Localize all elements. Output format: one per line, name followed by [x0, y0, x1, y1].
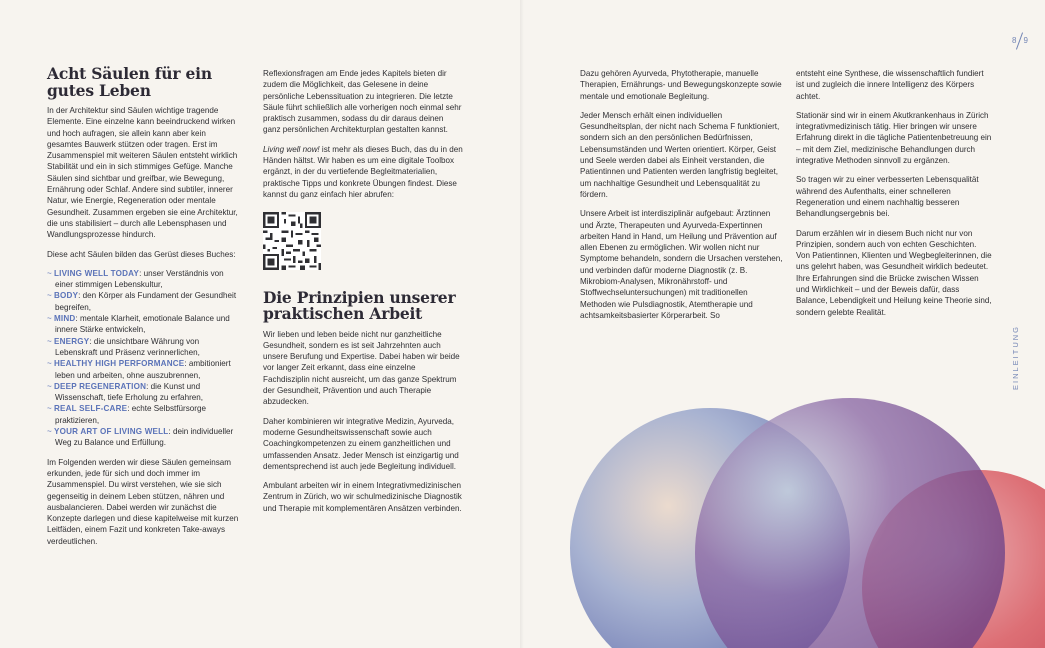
column-2 [263, 68, 463, 522]
page-number-left: 8 [1012, 36, 1017, 46]
paragraph: Dazu gehören Ayurveda, Phytotherapie, manuelle Therapien, Ernährungs- und Bewegungskonzepte sowie mentale und emotionale Begleitung. [580, 69, 782, 101]
pillar-text: : echte Selbstfürsorge praktizieren, [55, 404, 206, 425]
pillar-text: : die Kunst und Wissenschaft, tiefe Erholung zu erfahren, [55, 381, 204, 403]
pillar-text: : dein individueller Weg zu Balance und Erfüllung. [55, 427, 234, 448]
pillar-name: LIVING WELL TODAY [53, 268, 140, 278]
paragraph: Ambulant arbeiten wir in einem Integrativmedizinischen Zentrum in Zürich, wo wir schulmedizinische Diagnostik und Therapie mit komplementären Ansätzen verbinden. [263, 481, 462, 513]
section-title-line-1: Die Prinzipien unserer [263, 287, 456, 307]
pillar-name: BODY [53, 291, 79, 301]
section-title-pillars [47, 66, 243, 99]
pillar-name: ENERGY [53, 336, 90, 346]
paragraph: In der Architektur sind Säulen wichtige tragende Elemente. Eine einzelne kann beeindruckend wirken und hoch aufragen, sie allein kann aber kein gesamtes Bauwerk stützen oder tragen. Erst im Zusammenspiel mit weiteren Säulen entsteht wirklich Stabilität und ein in sich stimmiges Gefüge. Manche Säulen sind sichtbar und greifbar, wie Bewegung, Ernährung oder Schlaf. Andere sind subtiler, innerer Natur, wie Energie, Regeneration oder mentale Gesundheit. Zusammen ergeben sie eine Architektur, die uns stabilisiert – durch alle Lebensphasen und Wandlungsprozesse hindurch. [47, 106, 238, 240]
section-title-line-2: gutes Leben [47, 80, 151, 100]
decorative-circles-artwork [550, 378, 1045, 648]
pillar-name: REAL SELF-CARE [53, 404, 128, 414]
section-side-label: EINLEITUNG [1011, 324, 1020, 390]
list-item: ~ ENERGY: die unsichtbare Währung von Lebenskraft und Präsenz verinnerlichen, [47, 336, 200, 357]
list-item: ~ REAL SELF-CARE: echte Selbstfürsorge praktizieren, [47, 404, 206, 425]
section-title-principles [263, 287, 463, 324]
list-item: ~ HEALTHY HIGH PERFORMANCE: ambitioniert leben und arbeiten, ohne auszubrennen, [47, 359, 231, 380]
list-item: ~ DEEP REGENERATION: die Kunst und Wissenschaft, tiefe Erholung zu erfahren, [47, 381, 204, 403]
paragraph: entsteht eine Synthese, die wissenschaftlich fundiert ist und zugleich die innere Intelligenz des Körpers achtet. [796, 69, 984, 101]
pillar-text: : mentale Klarheit, emotionale Balance und innere Stärke entwickeln, [55, 314, 230, 335]
paragraph: So tragen wir zu einer verbesserten Lebensqualität während des Aufenthalts, einer schnelleren Regeneration und einem nachhaltig besseren Behandlungsergebnis bei. [796, 175, 979, 219]
column-3 [580, 68, 784, 329]
pillar-text: : ambitioniert leben und arbeiten, ohne auszubrennen, [55, 359, 231, 380]
pillar-name: YOUR ART OF LIVING WELL [53, 427, 169, 437]
paragraph: Unsere Arbeit ist interdisziplinär aufgebaut: Ärztinnen und Ärzte, Therapeuten und Ayurveda-Expertinnen arbeiten Hand in Hand, um Heilung und Prävention auf allen Ebenen zu ermöglichen. Wir wollen nicht nur Symptome behandeln, sondern die Ursachen verstehen, und verbinden dafür moderne Diagnostik (z. B. Mikrobiom-Analysen, Mikronährstoff- und Stoffwechseluntersuchungen) mit traditionellen Methoden wie Pulsdiagnostik, Atemtherapie und achtsamkeitsbasierter Körperarbeit. So [580, 209, 783, 320]
pillars-list [47, 268, 243, 449]
pillar-name: HEALTHY HIGH PERFORMANCE [53, 359, 185, 369]
page-number [1012, 32, 1028, 50]
paragraph: Jeder Mensch erhält einen individuellen Gesundheitsplan, der nicht nach Schema F funktioniert, sondern sich an den persönlichen Bedürfnissen, Lebensumständen und Werten orientiert. Körper, Geist und Seele werden dabei als Einheit verstanden, die Patientinnen und Patienten werden langfristig begleitet, um nachhaltige Gesundheit und Lebensqualität zu fördern. [580, 110, 780, 199]
column-1 [47, 66, 243, 555]
paragraph: Reflexionsfragen am Ende jedes Kapitels bieten dir zudem die Möglichkeit, das Gelesene in deine persönliche Lebenssituation zu integrieren. Die letzte Säule führt schließlich alle vorherigen noch einmal sehr praktisch zusammen, sodass du dir daraus deinen ganz persönlichen Architekturplan gestalten kannst. [263, 69, 462, 135]
pillar-name: DEEP REGENERATION [53, 381, 147, 391]
paragraph-text: ist mehr als dieses Buch, das du in den Händen hältst. Wir haben es um eine digitale Toolbox ergänzt, in der du vertiefende Begleitmaterialien, praktische Tipps und konkrete Übungen findest. Diese kannst du ganz einfach hier abrufen: [263, 144, 463, 199]
pillar-text: : unser Verständnis von einer stimmigen Lebenskultur, [55, 268, 224, 290]
section-title-line-2: praktischen Arbeit [263, 304, 423, 324]
paragraph: Daher kombinieren wir integrative Medizin, Ayurveda, moderne Gesundheitswissenschaft sowie auch Coachingkompetenzen zu einem ganzheitlichen und umfassenden Ansatz. Jeder Mensch ist einzigartig und dementsprechend ist auch jede Begleitung individuell. [263, 416, 459, 471]
pillar-text: : den Körper als Fundament der Gesundheit begreifen, [55, 291, 237, 312]
qr-code[interactable] [263, 212, 321, 270]
page-number-right: 9 [1023, 36, 1028, 46]
pillar-text: : die unsichtbare Währung von Lebenskraft und Präsenz verinnerlichen, [55, 336, 200, 357]
paragraph: Stationär sind wir in einem Akutkrankenhaus in Zürich integrativmedizinisch tätig. Hier bringen wir unsere Erfahrung direkt in die tägliche Patientenbetreuung ein – mit dem Ziel, medizinische Behandlungen durch integrative Methoden sinnvoll zu ergänzen. [796, 110, 992, 166]
paragraph: Diese acht Säulen bilden das Gerüst dieses Buches: [47, 249, 236, 259]
paragraph: Im Folgenden werden wir diese Säulen gemeinsam erkunden, jede für sich und doch immer im Zusammenspiel. Du wirst verstehen, wie sie sich gegenseitig in deinem Leben stützen, nähren und ausbalancieren. Dabei werden wir zunächst die Konzepte darlegen und diese kapitelweise mit kurzen Leitfäden, einem Fazit und konkreten Take-aways verdeutlichen. [47, 457, 239, 546]
paragraph [263, 144, 463, 200]
book-title: Living well now! [263, 144, 320, 154]
paragraph: Wir lieben und leben beide nicht nur ganzheitliche Gesundheit, sondern es ist seit Jahrzehnten auch unsere Berufung und Expertise. Dabei haben wir beide vor langer Zeit erkannt, dass eine einzelne Fachdisziplin nicht ausreicht, um das ganze Spektrum der Gesundheit, Prävention und auch Therapie abzudecken. [263, 329, 460, 407]
column-4 [796, 68, 992, 326]
book-gutter [520, 0, 524, 648]
section-title-line-1: Acht Säulen für ein [47, 64, 212, 83]
pillar-name: MIND [53, 314, 76, 324]
list-item: ~ LIVING WELL TODAY: unser Verständnis von einer stimmigen Lebenskultur, [47, 268, 224, 290]
list-item: ~ YOUR ART OF LIVING WELL: dein individueller Weg zu Balance und Erfüllung. [47, 427, 234, 448]
list-item: ~ BODY: den Körper als Fundament der Gesundheit begreifen, [47, 291, 237, 312]
list-item: ~ MIND: mentale Klarheit, emotionale Balance und innere Stärke entwickeln, [47, 314, 230, 335]
paragraph: Darum erzählen wir in diesem Buch nicht nur von Prinzipien, sondern auch von echten Geschichten. Von Patientinnen, Klienten und Wegbegleiterinnen, die uns gelehrt haben, was Gesundheit wirklich bedeutet. Ihre Erfahrungen sind die Brücke zwischen Wissen und Wirklichkeit – und der Beweis dafür, dass Balance, Lebendigkeit und Heilung keine Theorie sind, sondern gelebte Realität. [796, 228, 992, 317]
